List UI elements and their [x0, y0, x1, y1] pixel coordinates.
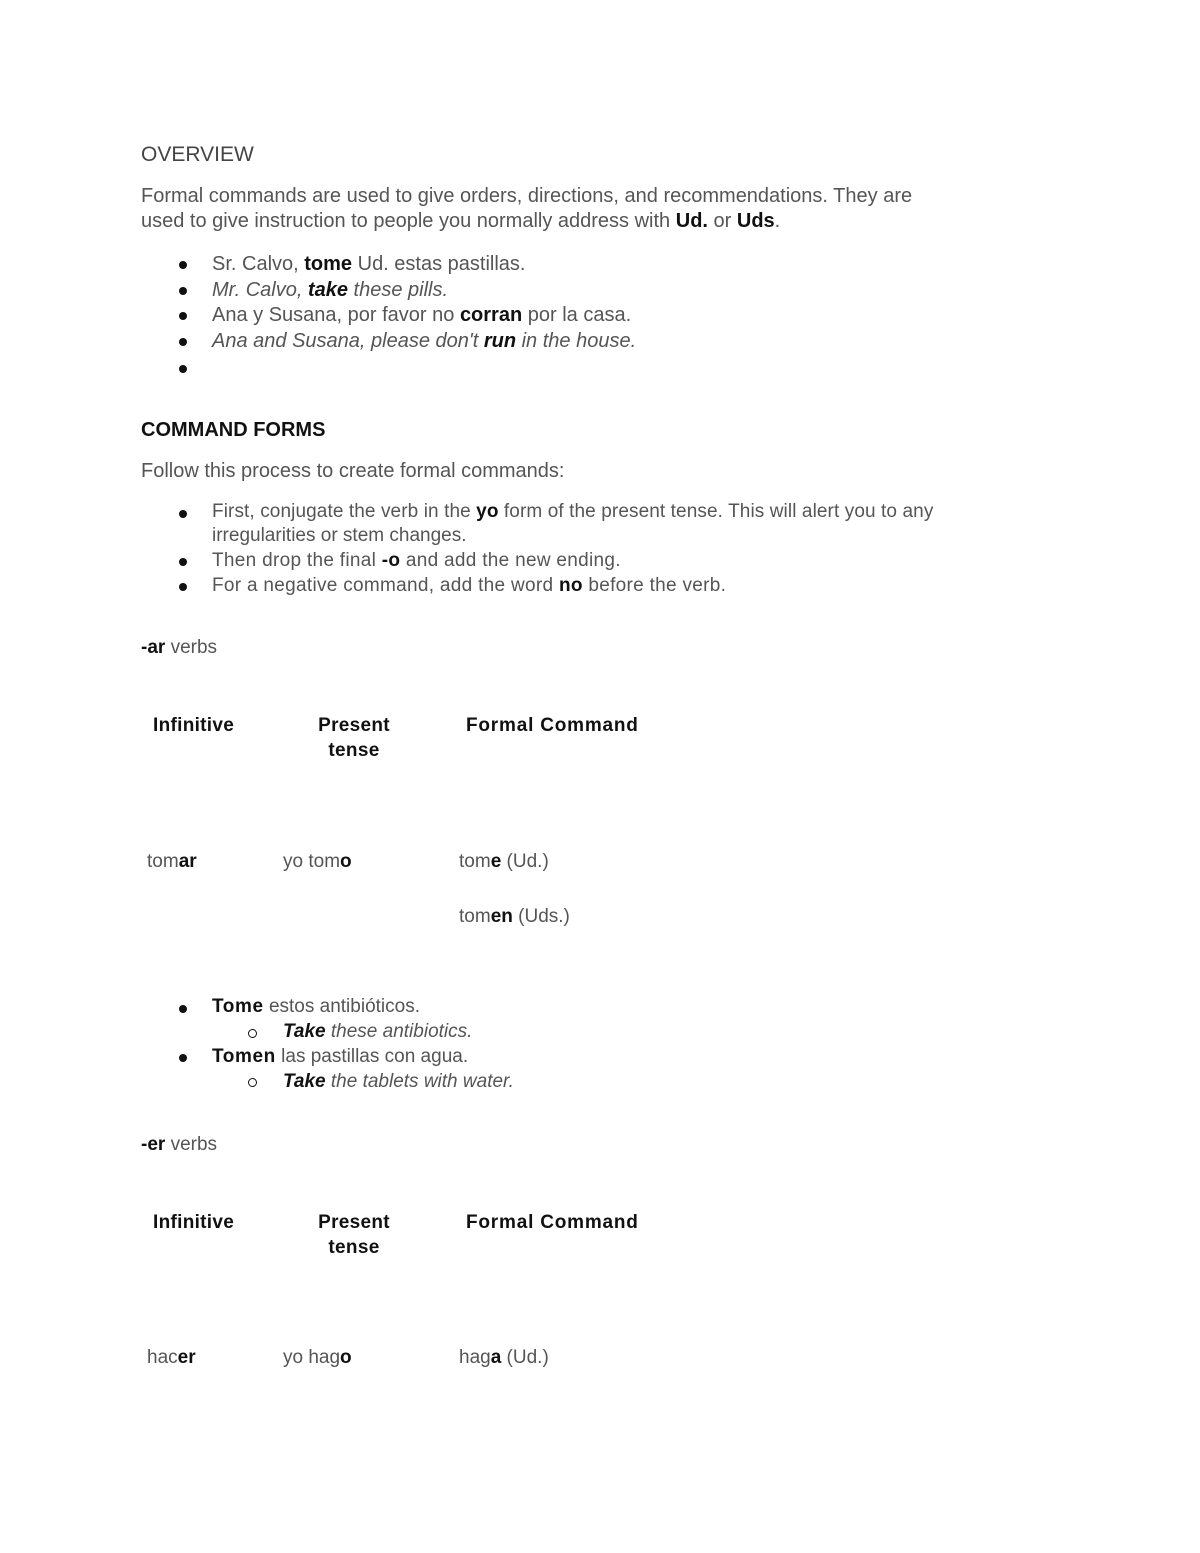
- er-suffix: -er: [141, 1134, 166, 1155]
- bold-verb: Tomen: [212, 1046, 276, 1067]
- bullet-icon: [179, 365, 187, 373]
- suffix: (Ud.): [501, 851, 549, 872]
- ar-example-1: [212, 996, 420, 1018]
- bullet-icon: [179, 583, 187, 591]
- command-forms-intro: Follow this process to create formal commands:: [141, 460, 565, 482]
- text: Sr. Calvo,: [212, 253, 305, 275]
- ar-infinitive-cell: [147, 851, 197, 873]
- stem: tom: [147, 851, 179, 872]
- bullet-icon: [179, 558, 187, 566]
- bold-verb: corran: [459, 304, 523, 326]
- bullet-icon: [179, 287, 187, 295]
- text: before the verb.: [582, 575, 727, 596]
- ar-example-2: [212, 1046, 468, 1068]
- para-text: used to give instruction to people you normally address with: [141, 210, 676, 232]
- para-end: .: [774, 210, 781, 232]
- text: in the house.: [516, 330, 637, 352]
- bullet-icon: [179, 1054, 187, 1062]
- suffix: (Ud.): [501, 1347, 549, 1368]
- bullet-icon: [179, 312, 187, 320]
- bullet-icon: [179, 510, 187, 518]
- bold-verb: Take: [283, 1021, 326, 1042]
- er-verbs-label: [141, 1134, 217, 1156]
- ar-suffix: -ar: [141, 637, 166, 658]
- bold-word: -o: [381, 550, 401, 571]
- col-line: tense: [328, 1237, 380, 1258]
- ar-verbs-label: [141, 637, 217, 659]
- stem: hac: [147, 1347, 178, 1368]
- overview-paragraph-line1: Formal commands are used to give orders, directions, and recommendations. They are: [141, 185, 913, 207]
- ar-col-infinitive: Infinitive: [153, 715, 235, 736]
- er-infinitive-cell: [147, 1347, 196, 1369]
- overview-bullet-2: [212, 279, 448, 302]
- ending: ar: [178, 851, 197, 872]
- er-col-infinitive: Infinitive: [153, 1212, 235, 1233]
- para-or: or: [707, 210, 737, 232]
- ending: o: [340, 1347, 352, 1368]
- text: and add the new ending.: [400, 550, 621, 571]
- command-forms-heading: COMMAND FORMS: [141, 419, 326, 441]
- overview-bullet-4: [212, 330, 636, 353]
- text: form of the present tense. This will alert you to any: [498, 501, 934, 522]
- stem: yo hag: [283, 1347, 341, 1368]
- bullet-icon: [179, 338, 187, 346]
- text: Ud. estas pastillas.: [352, 253, 526, 275]
- ar-example-1-translation: [283, 1021, 472, 1043]
- bold-verb: tome: [304, 253, 353, 275]
- bold-word: no: [558, 575, 583, 596]
- text: Ana and Susana, please don't: [212, 330, 484, 352]
- suffix: (Uds.): [512, 906, 570, 927]
- bullet-icon: [179, 1005, 187, 1013]
- overview-paragraph-line2: [141, 210, 780, 233]
- text: verbs: [165, 637, 218, 658]
- para-ud: Ud.: [675, 210, 708, 232]
- ending: er: [177, 1347, 196, 1368]
- text: First, conjugate the verb in the: [212, 501, 477, 522]
- stem: hag: [459, 1347, 491, 1368]
- text: Mr. Calvo,: [212, 279, 308, 301]
- col-line: Present: [318, 1212, 390, 1233]
- bold-word: yo: [476, 501, 499, 522]
- text: Then drop the final: [212, 550, 382, 571]
- overview-heading: OVERVIEW: [141, 143, 254, 166]
- text: estos antibióticos.: [263, 996, 420, 1017]
- col-line: Present: [318, 715, 390, 736]
- er-present-cell: [283, 1347, 352, 1369]
- text: por la casa.: [522, 304, 632, 326]
- forms-step-3: [212, 575, 726, 597]
- sub-bullet-icon: [248, 1078, 257, 1087]
- bold-verb: Tome: [212, 996, 264, 1017]
- text: these antibiotics.: [325, 1021, 473, 1042]
- bold-verb: run: [483, 330, 517, 352]
- stem: tom: [459, 906, 491, 927]
- overview-bullet-3: [212, 304, 631, 327]
- ar-command-uds-cell: [459, 906, 570, 928]
- text: verbs: [165, 1134, 218, 1155]
- stem: tom: [459, 851, 491, 872]
- forms-step-1: [212, 501, 933, 523]
- text: Ana y Susana, por favor no: [212, 304, 460, 326]
- para-uds: Uds: [736, 210, 775, 232]
- forms-step-2: [212, 550, 621, 572]
- text: For a negative command, add the word: [212, 575, 559, 596]
- overview-bullet-1: [212, 253, 525, 276]
- ending: en: [490, 906, 513, 927]
- ending: a: [490, 1347, 502, 1368]
- bullet-icon: [179, 261, 187, 269]
- text: las pastillas con agua.: [275, 1046, 469, 1067]
- col-line: tense: [328, 740, 380, 761]
- sub-bullet-icon: [248, 1029, 257, 1038]
- ending: o: [340, 851, 352, 872]
- text: the tablets with water.: [325, 1071, 514, 1092]
- stem: yo tom: [283, 851, 341, 872]
- ar-present-cell: [283, 851, 352, 873]
- bold-verb: take: [307, 279, 348, 301]
- er-command-ud-cell: [459, 1347, 549, 1369]
- text: these pills.: [347, 279, 449, 301]
- ar-example-2-translation: [283, 1071, 514, 1093]
- ar-col-present-tense: [300, 713, 408, 763]
- er-col-formal-command: Formal Command: [466, 1212, 639, 1233]
- ar-command-ud-cell: [459, 851, 549, 873]
- ar-col-formal-command: Formal Command: [466, 715, 639, 736]
- ending: e: [490, 851, 502, 872]
- er-col-present-tense: [300, 1210, 408, 1260]
- forms-step-1-line2: irregularities or stem changes.: [212, 525, 467, 546]
- bold-verb: Take: [283, 1071, 326, 1092]
